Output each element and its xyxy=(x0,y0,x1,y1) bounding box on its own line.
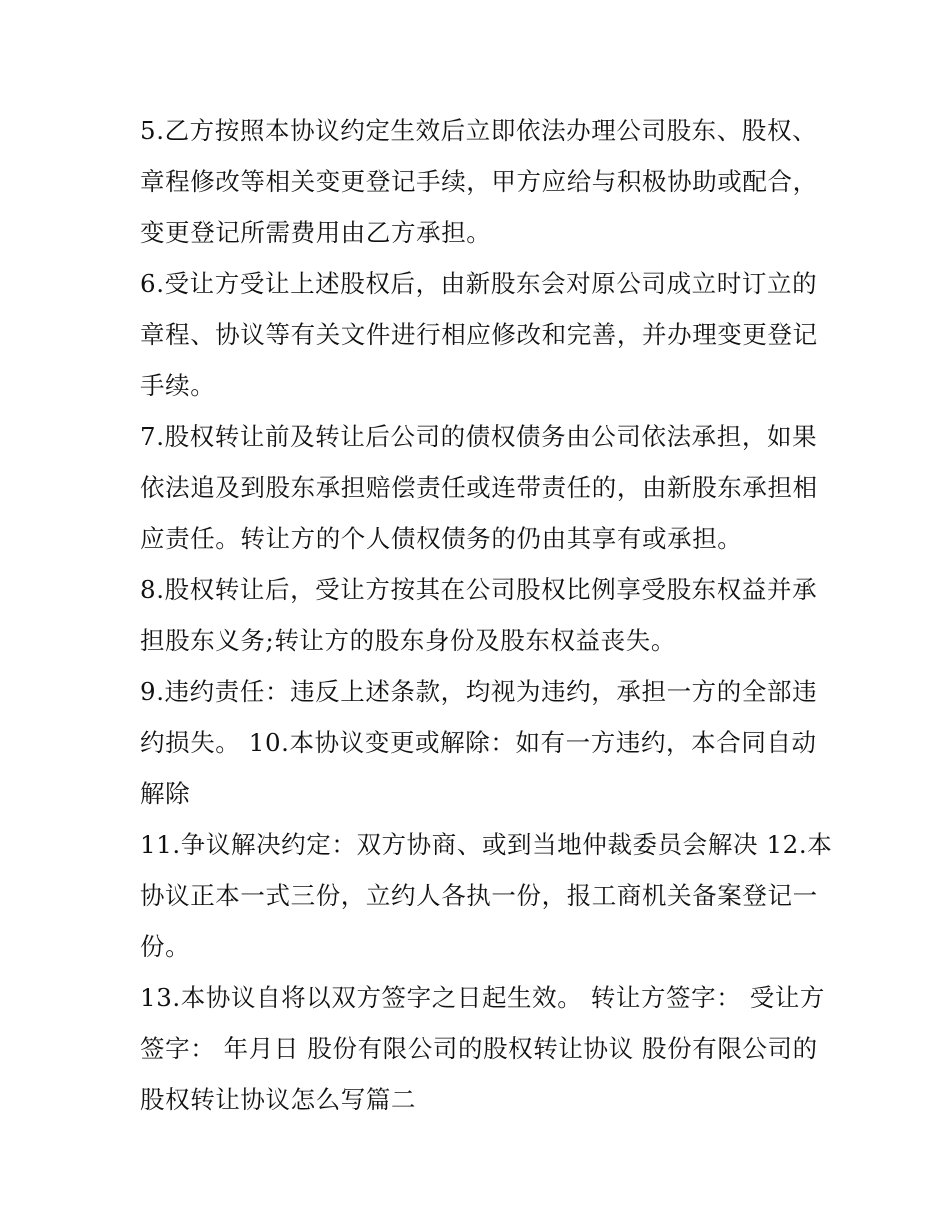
text-line: 股权转让协议怎么写篇二 xyxy=(140,1085,417,1114)
text-line: 6.受让方受让上述股权后，由新股东会对原公司成立时订立的 xyxy=(140,269,818,298)
text-line: 9.违约责任：违反上述条款，均视为违约，承担一方的全部违 xyxy=(140,677,818,706)
text-line: 依法追及到股东承担赔偿责任或连带责任的，由新股东承担相 xyxy=(140,473,818,502)
text-line: 约损失。 10.本协议变更或解除：如有一方违约，本合同自动 xyxy=(140,728,817,757)
clause-5 xyxy=(140,105,820,258)
clause-7 xyxy=(140,411,820,564)
clause-9-10 xyxy=(140,666,820,819)
text-line: 应责任。转让方的个人债权债务的仍由其享有或承担。 xyxy=(140,524,743,553)
text-line: 章程、协议等有关文件进行相应修改和完善，并办理变更登记 xyxy=(140,320,818,349)
text-line: 8.股权转让后，受让方按其在公司股权比例享受股东权益并承 xyxy=(140,575,818,604)
clause-11-12 xyxy=(140,819,833,972)
text-line: 协议正本一式三份，立约人各执一份，报工商机关备案登记一 xyxy=(140,881,818,910)
text-line: 章程修改等相关变更登记手续，甲方应给与积极协助或配合， xyxy=(140,167,818,196)
text-line: 解除 xyxy=(140,779,191,808)
text-line: 7.股权转让前及转让后公司的债权债务由公司依法承担，如果 xyxy=(140,422,818,451)
text-line: 13.本协议自将以双方签字之日起生效。 转让方签字： 受让方 xyxy=(140,983,826,1012)
clause-13-signatures xyxy=(140,972,826,1125)
text-line: 手续。 xyxy=(140,371,216,400)
text-line: 份。 xyxy=(140,932,191,961)
text-line: 担股东义务;转让方的股东身份及股东权益丧失。 xyxy=(140,626,676,655)
clause-8 xyxy=(140,564,820,666)
text-line: 11.争议解决约定：双方协商、或到当地仲裁委员会解决 12.本 xyxy=(140,830,833,859)
text-line: 5.乙方按照本协议约定生效后立即依法办理公司股东、股权、 xyxy=(140,116,818,145)
clause-6 xyxy=(140,258,820,411)
document-body xyxy=(140,105,833,1125)
text-line: 变更登记所需费用由乙方承担。 xyxy=(140,218,492,247)
text-line: 签字： 年月日 股份有限公司的股权转让协议 股份有限公司的 xyxy=(140,1034,818,1063)
